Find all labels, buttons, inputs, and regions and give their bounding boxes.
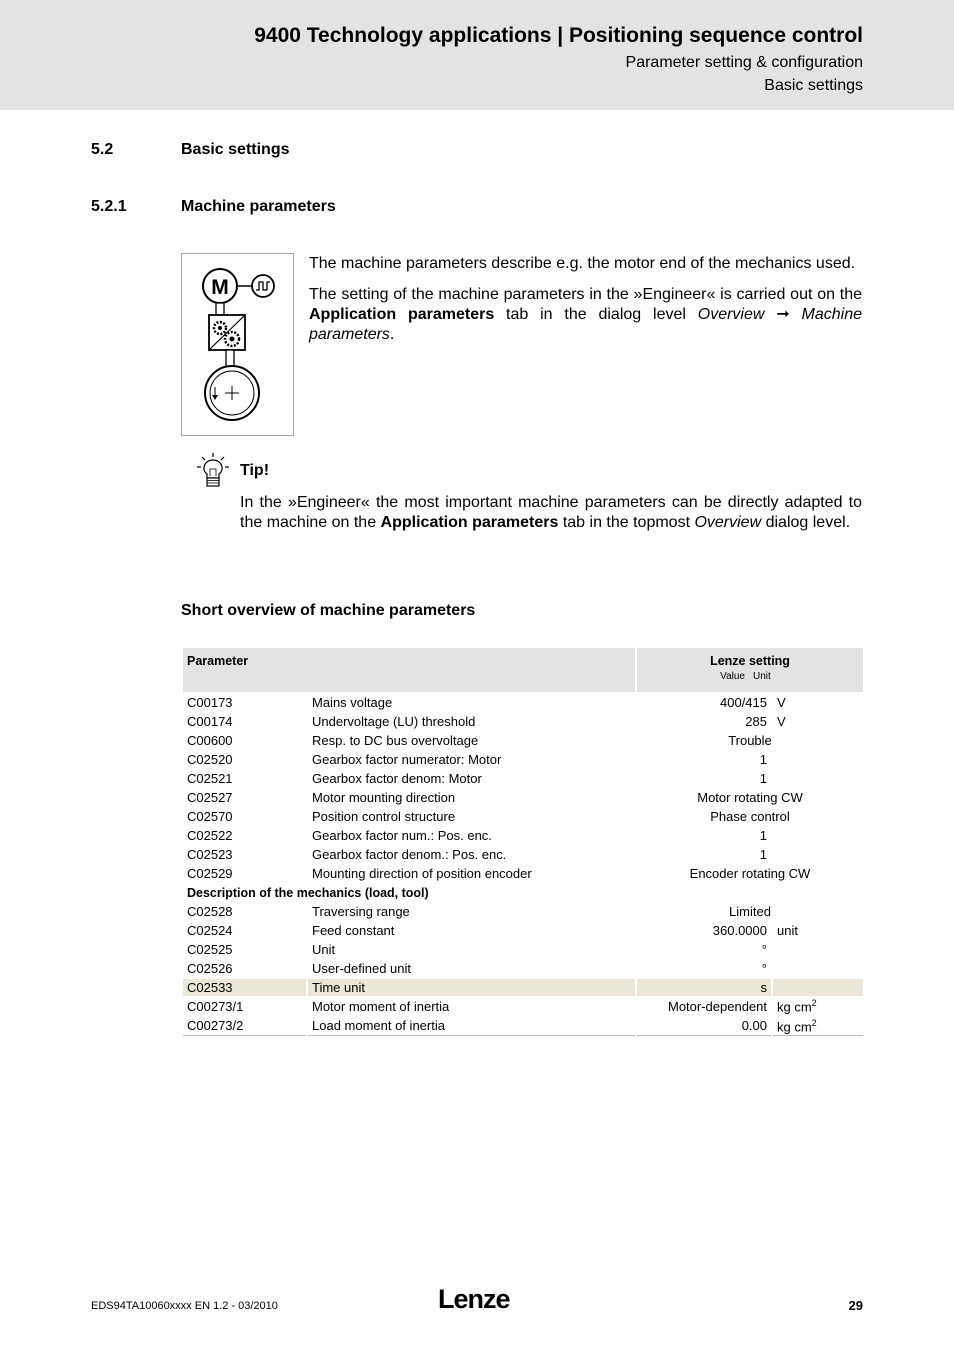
lenze-value: 1: [636, 750, 772, 769]
lenze-value: 0.00: [636, 1016, 772, 1035]
parameter-name: Undervoltage (LU) threshold: [307, 712, 636, 731]
table-body-group-a: [182, 693, 864, 883]
lenze-unit: [772, 826, 864, 845]
table-row: [182, 902, 864, 921]
lightbulb-icon: [196, 452, 230, 488]
lenze-unit: kg $cm^2$: [772, 1016, 864, 1035]
parameter-code: C02527: [182, 788, 307, 807]
section-number: 5.2: [91, 141, 114, 158]
table-row: [182, 693, 864, 712]
section-subtitle: Basic settings: [764, 77, 863, 94]
parameter-code: C00273/2: [182, 1016, 307, 1035]
table-row: [182, 750, 864, 769]
table-row: [182, 978, 864, 997]
parameter-name: User-defined unit: [307, 959, 636, 978]
intro-paragraph-2: The setting of the machine parameters in the »Engineer« is carried out on the Application parameters tab in the dialog level Overview ➞ Machine parameters.: [309, 286, 863, 343]
table-row: [182, 1016, 864, 1035]
lenze-unit: [772, 940, 864, 959]
parameter-code: C02529: [182, 864, 307, 883]
lenze-value: Trouble: [636, 731, 864, 750]
parameter-code: C02521: [182, 769, 307, 788]
table-row: [182, 826, 864, 845]
parameter-name: Gearbox factor denom.: Pos. enc.: [307, 845, 636, 864]
lenze-logo: Lenze: [438, 1284, 510, 1314]
intro-paragraph-1: The machine parameters describe e.g. the motor end of the mechanics used.: [309, 255, 856, 272]
table-row: [182, 712, 864, 731]
lenze-unit: [772, 750, 864, 769]
header-value: Value: [720, 671, 745, 682]
parameter-code: C00174: [182, 712, 307, 731]
parameter-name: Unit: [307, 940, 636, 959]
table-section-row: Description of the mechanics (load, tool): [182, 883, 864, 902]
subsection-number: 5.2.1: [91, 198, 127, 215]
lenze-value: 400/415: [636, 693, 772, 712]
document-title: 9400 Technology applications | Positioning sequence control: [254, 24, 863, 47]
lenze-value: 285: [636, 712, 772, 731]
parameter-code: C02570: [182, 807, 307, 826]
machine-diagram: [181, 253, 294, 436]
lenze-value: Phase control: [636, 807, 864, 826]
header-unit: Unit: [753, 671, 771, 682]
parameter-name: Traversing range: [307, 902, 636, 921]
lenze-unit: [772, 959, 864, 978]
parameter-code: C02522: [182, 826, 307, 845]
section-title: Basic settings: [181, 141, 290, 158]
table-row: [182, 921, 864, 940]
parameter-name: Mains voltage: [307, 693, 636, 712]
motor-gearbox-icon: [182, 254, 293, 435]
document-id: EDS94TA10060xxxx EN 1.2 - 03/2010: [91, 1300, 278, 1312]
lenze-value: s: [636, 978, 772, 997]
lenze-value: 1: [636, 845, 772, 864]
table-row: [182, 997, 864, 1016]
page-header: [0, 0, 954, 110]
table-row: [182, 959, 864, 978]
parameter-code: C02524: [182, 921, 307, 940]
table-body-group-b: [182, 902, 864, 1035]
intro-text: [309, 254, 862, 356]
lenze-unit: [772, 978, 864, 997]
motor-letter: M: [211, 276, 229, 299]
lenze-unit: [772, 769, 864, 788]
lenze-value: 1: [636, 769, 772, 788]
lenze-unit: V: [772, 712, 864, 731]
lenze-value: Encoder rotating CW: [636, 864, 864, 883]
parameter-name: Mounting direction of position encoder: [307, 864, 636, 883]
subsection-title: Machine parameters: [181, 198, 336, 215]
parameter-name: Gearbox factor denom: Motor: [307, 769, 636, 788]
machine-parameters-table: [181, 646, 865, 1036]
chapter-subtitle: Parameter setting & configuration: [625, 54, 863, 71]
parameter-name: Gearbox factor num.: Pos. enc.: [307, 826, 636, 845]
table-row: [182, 731, 864, 750]
table-row: [182, 845, 864, 864]
parameter-name: Motor mounting direction: [307, 788, 636, 807]
parameter-code: C02533: [182, 978, 307, 997]
lenze-value: 1: [636, 826, 772, 845]
lenze-value: Limited: [636, 902, 864, 921]
header-lenze-setting: Lenze setting Value Unit: [636, 647, 864, 693]
lenze-unit: V: [772, 693, 864, 712]
lenze-unit: [772, 845, 864, 864]
parameter-name: Feed constant: [307, 921, 636, 940]
parameter-code: C02525: [182, 940, 307, 959]
lenze-value: °: [636, 940, 772, 959]
parameter-code: C00600: [182, 731, 307, 750]
parameter-name: Position control structure: [307, 807, 636, 826]
parameter-name: Motor moment of inertia: [307, 997, 636, 1016]
parameter-code: C00173: [182, 693, 307, 712]
lenze-value: 360.0000: [636, 921, 772, 940]
table-row: [182, 807, 864, 826]
parameter-code: C00273/1: [182, 997, 307, 1016]
table-row: [182, 864, 864, 883]
parameter-name: Resp. to DC bus overvoltage: [307, 731, 636, 750]
lenze-unit: kg $cm^2$: [772, 997, 864, 1016]
header-parameter: Parameter: [182, 647, 636, 693]
lenze-value: Motor-dependent: [636, 997, 772, 1016]
parameter-code: C02526: [182, 959, 307, 978]
tip-label: Tip!: [240, 462, 270, 479]
parameter-code: C02528: [182, 902, 307, 921]
tip-text: In the »Engineer« the most important machine parameters can be directly adapted to the machine on the Application parameters tab in the topmost Overview dialog level.: [240, 494, 862, 531]
table-row: [182, 940, 864, 959]
lenze-unit: unit: [772, 921, 864, 940]
table-row: [182, 769, 864, 788]
parameter-code: C02520: [182, 750, 307, 769]
arrow-right-icon: ➞: [776, 306, 790, 323]
parameter-name: Load moment of inertia: [307, 1016, 636, 1035]
lenze-value: Motor rotating CW: [636, 788, 864, 807]
parameter-name: Gearbox factor numerator: Motor: [307, 750, 636, 769]
parameter-code: C02523: [182, 845, 307, 864]
page-number: 29: [848, 1298, 863, 1313]
parameter-name: Time unit: [307, 978, 636, 997]
table-row: [182, 788, 864, 807]
lenze-value: °: [636, 959, 772, 978]
table-heading: Short overview of machine parameters: [181, 602, 476, 619]
